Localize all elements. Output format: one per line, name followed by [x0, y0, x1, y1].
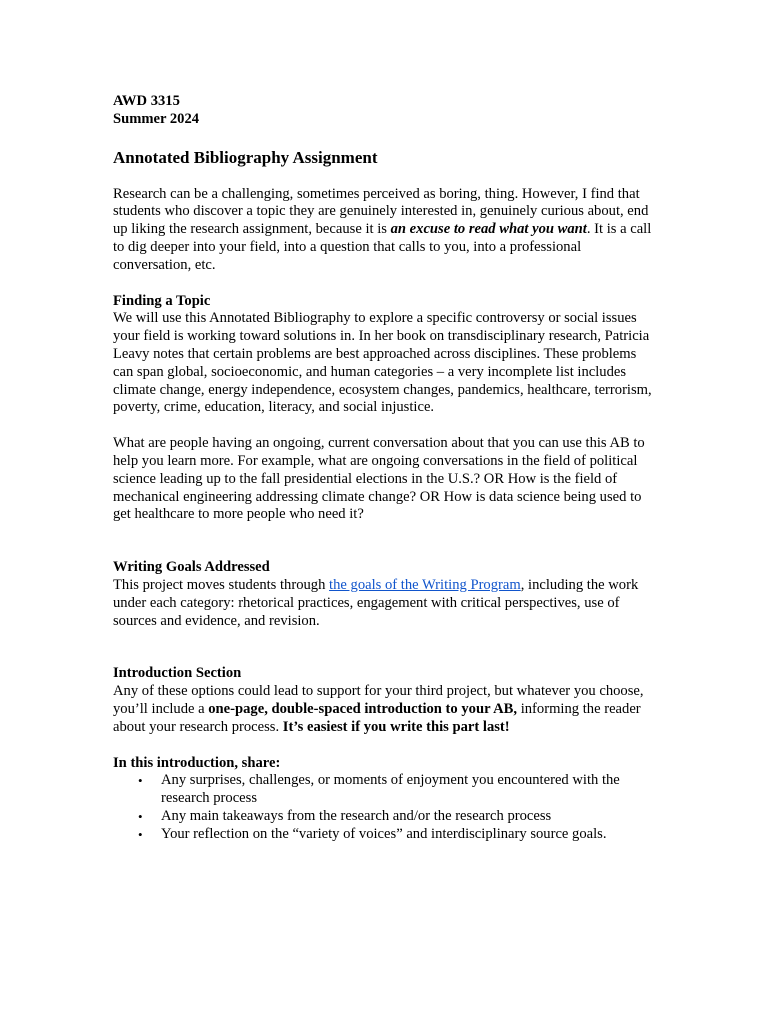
bullet-icon: • — [138, 773, 143, 789]
bullet-icon: • — [138, 808, 143, 824]
course-code: AWD 3315 — [113, 93, 180, 109]
writing-goals-paragraph — [113, 577, 658, 630]
list-item — [113, 826, 658, 844]
finding-topic-heading: Finding a Topic — [113, 292, 211, 309]
introduction-section-paragraph — [113, 683, 658, 736]
share-heading: In this introduction, share: — [113, 754, 281, 771]
list-item — [113, 808, 658, 826]
finding-topic-paragraph-1: We will use this Annotated Bibliography to explore a specific controversy or social issues your field is working toward solutions in. In her book on transdisciplinary research, Patricia Leavy notes that certain problems are best approached across disciplines. These problems can span global, socioeconomic, and human categories – a very incomplete list includes climate change, energy independence, ecosystem changes, pandemics, healthcare, terrorism, poverty, crime, education, literacy, and social injustice. — [113, 310, 652, 416]
intro-section-bold-2: It’s easiest if you write this part last! — [282, 718, 510, 735]
writing-goals-text-1: This project moves students through — [113, 576, 330, 593]
course-term: Summer 2024 — [113, 110, 200, 127]
introduction-section-heading: Introduction Section — [113, 665, 242, 682]
finding-topic-paragraph-2: What are people having an ongoing, current conversation about that you can use this AB to help you learn more. For example, what are ongoing conversations in the field of political science leading up to the fall presidential elections in the U.S.? OR How is the field of mechanical engineering addressing climate change? OR How is data science being used to get healthcare to more people who need it? — [113, 435, 645, 523]
writing-goals-heading: Writing Goals Addressed — [113, 559, 270, 576]
writing-goals-text-2: , including the work under each category: rhetorical practices, engagement with critical perspectives, use of sources and evidence, and revision. — [113, 576, 639, 629]
bullet-icon: • — [138, 826, 143, 842]
list-item-text: Any surprises, challenges, or moments of enjoyment you encountered with the research process — [161, 772, 620, 807]
intro-text-2: . It is a call to dig deeper into your field, into a question that calls to you, into a professional conversation, etc. — [113, 221, 652, 273]
writing-program-goals-link[interactable]: the goals of the Writing Program — [329, 576, 521, 593]
list-item-text: Any main takeaways from the research and/or the research process — [161, 807, 552, 824]
intro-emphasis: an excuse to read what you want — [390, 221, 587, 238]
share-list — [113, 772, 658, 843]
document-title: Annotated Bibliography Assignment — [113, 147, 378, 167]
list-item-text: Your reflection on the “variety of voices” and interdisciplinary source goals. — [161, 825, 607, 842]
list-item — [113, 772, 658, 808]
document-page — [113, 93, 658, 844]
intro-section-text-1: Any of these options could lead to support for your third project, but whatever you choose, you’ll include a — [113, 683, 644, 717]
intro-text-1: Research can be a challenging, sometimes perceived as boring, thing. However, I find that students who discover a topic they are genuinely interested in, genuinely curious about, end up liking the research assignment, because it is — [113, 185, 649, 238]
intro-section-bold-1: one-page, double-spaced introduction to your AB, — [208, 700, 518, 717]
intro-section-text-2: informing the reader about your research process. — [113, 700, 641, 735]
intro-paragraph — [113, 186, 658, 275]
